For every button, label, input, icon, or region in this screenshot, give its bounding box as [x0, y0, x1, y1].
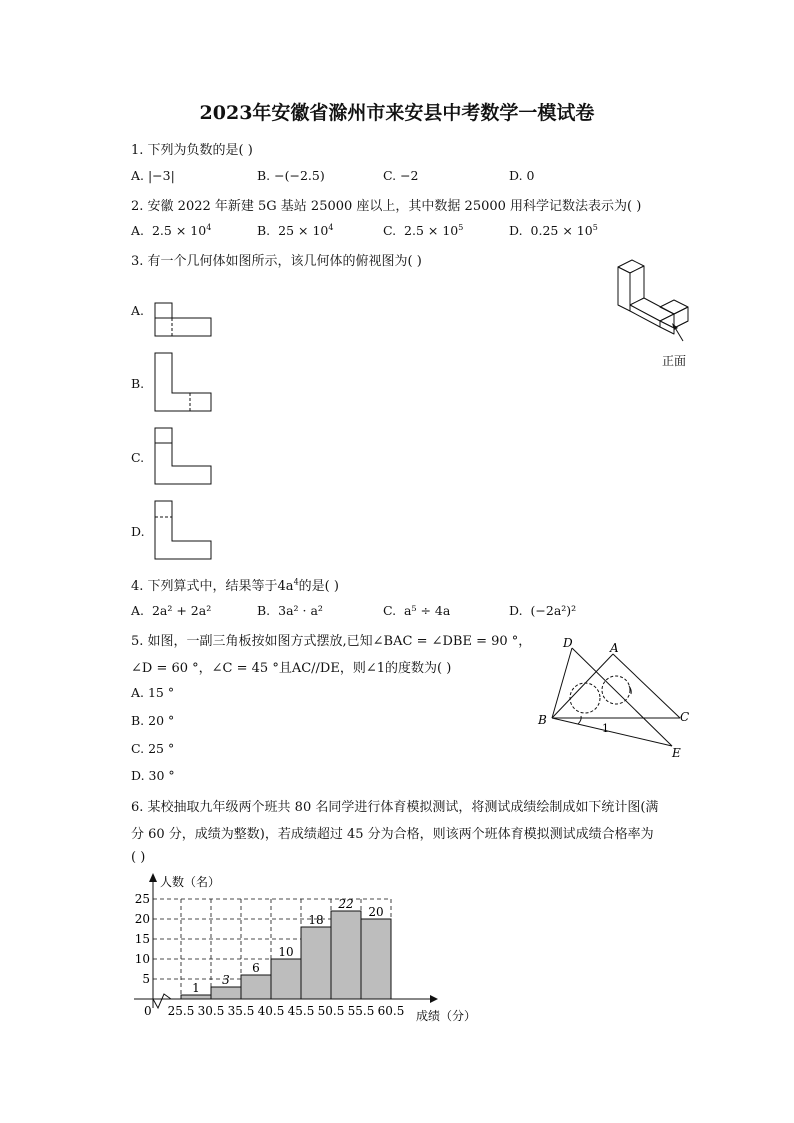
q3-option-b-label: B.	[131, 376, 145, 391]
q5-triangle-figure	[530, 630, 710, 765]
q1-option-a: A. |−3|	[131, 168, 175, 183]
x-tick-label: 45.5	[287, 1004, 315, 1018]
bar-30.5-35.5	[211, 987, 241, 999]
bar-40.5-45.5	[271, 959, 301, 999]
q3-front-label: 正面	[662, 354, 687, 368]
x-axis-arrow	[430, 995, 438, 1003]
chart-origin-label: 0	[144, 1004, 152, 1018]
bar-value-label: 6	[252, 961, 260, 975]
q4-stem: 4. 下列算式中，结果等于$4a^4$的是( )	[131, 577, 339, 594]
x-tick-label: 60.5	[377, 1004, 405, 1018]
x-tick-label: 35.5	[227, 1004, 255, 1018]
bar-value-label: 10	[278, 945, 294, 959]
y-tick-label: 20	[134, 912, 150, 926]
q1-option-b: B. −(−2.5)	[257, 168, 325, 183]
q1-option-c: C. −2	[383, 168, 419, 183]
q5-label-e: E	[672, 746, 681, 760]
chart-y-axis-title: 人数（名）	[160, 875, 221, 889]
bar-55.5-60.5	[361, 919, 391, 999]
y-tick-label: 15	[134, 932, 150, 946]
q5-label-a: A	[610, 641, 619, 655]
x-tick-label: 30.5	[197, 1004, 225, 1018]
q5-stem-line2: ∠D = 60 °，∠C = 45 °且AC//DE，则∠1的度数为( )	[131, 661, 452, 676]
q2-option-c: C. $2.5 \times 10^5$	[383, 223, 464, 239]
bar-25.5-30.5	[181, 995, 211, 999]
q5-stem-line1: 5. 如图，一副三角板按如图方式摆放,已知∠BAC = ∠DBE = 90 °，	[131, 634, 532, 649]
y-tick-label: 5	[142, 972, 150, 986]
x-tick-label: 55.5	[347, 1004, 375, 1018]
q5-option-d: D. 30 °	[131, 768, 175, 783]
q5-label-angle-1: 1	[602, 722, 609, 735]
q6-stem-line2: 分 60 分，成绩为整数)，若成绩超过 45 分为合格，则该两个班体育模拟测试成绩合格率为	[131, 827, 654, 842]
bar-value-label: 3	[222, 973, 230, 987]
y-tick-label: 10	[134, 952, 150, 966]
q5-option-a: A. 15 °	[131, 685, 175, 700]
q6-stem-line1: 6. 某校抽取九年级两个班共 80 名同学进行体育模拟测试，将测试成绩绘制成如下统计图(满	[131, 800, 659, 815]
q6-histogram	[120, 868, 500, 1028]
q3-option-a-label: A.	[131, 303, 145, 318]
q3-option-d-label: D.	[131, 524, 145, 539]
q5-label-d: D	[563, 636, 573, 650]
q5-label-b: B	[538, 713, 547, 727]
y-tick-label: 25	[134, 892, 150, 906]
q2-stem: 2. 安徽 2022 年新建 5G 基站 25000 座以上，其中数据 25000 用科学记数法表示为( )	[131, 199, 642, 214]
q4-option-d: D. (−2a²)²	[509, 603, 577, 618]
q5-label-c: C	[680, 710, 690, 724]
chart-y-ticks	[135, 892, 150, 986]
bar-value-label: 20	[368, 905, 384, 919]
q5-option-b: B. 20 °	[131, 713, 175, 728]
x-tick-label: 25.5	[167, 1004, 195, 1018]
q3-option-c-label: C.	[131, 450, 145, 465]
bar-45.5-50.5	[301, 927, 331, 999]
q4-option-c: C. a⁵ ÷ 4a	[383, 603, 451, 618]
bar-value-label: 18	[308, 913, 324, 927]
q3-solid-figure	[608, 252, 698, 347]
chart-x-axis-title: 成绩（分）	[416, 1009, 477, 1023]
q3-stem: 3. 有一个几何体如图所示，该几何体的俯视图为( )	[131, 254, 422, 269]
q2-option-b: B. $25 \times 10^4$	[257, 223, 334, 239]
page-title: 2023年安徽省滁州市来安县中考数学一模试卷	[199, 102, 595, 124]
q3-option-d-figure	[150, 499, 216, 563]
q4-option-a: A. 2a² + 2a²	[131, 603, 212, 618]
q3-option-a-figure	[150, 301, 216, 341]
q1-option-d: D. 0	[509, 168, 535, 183]
q5-option-c: C. 25 °	[131, 741, 175, 756]
bar-50.5-55.5	[331, 911, 361, 999]
q6-stem-line3: ( )	[131, 850, 146, 865]
bar-value-label: 22	[338, 897, 354, 911]
q4-option-b: B. 3a² · a²	[257, 603, 323, 618]
y-axis-arrow	[149, 873, 157, 882]
q3-option-c-figure	[150, 426, 216, 488]
q2-option-d: D. $0.25 \times 10^5$	[509, 223, 598, 239]
chart-x-ticks	[168, 1004, 405, 1018]
q1-stem: 1. 下列为负数的是( )	[131, 143, 253, 158]
q3-option-b-figure	[150, 351, 216, 415]
x-tick-label: 50.5	[317, 1004, 345, 1018]
bar-value-label: 1	[192, 981, 200, 995]
x-tick-label: 40.5	[257, 1004, 285, 1018]
q2-option-a: A. $2.5 \times 10^4$	[131, 223, 212, 239]
bar-35.5-40.5	[241, 975, 271, 999]
